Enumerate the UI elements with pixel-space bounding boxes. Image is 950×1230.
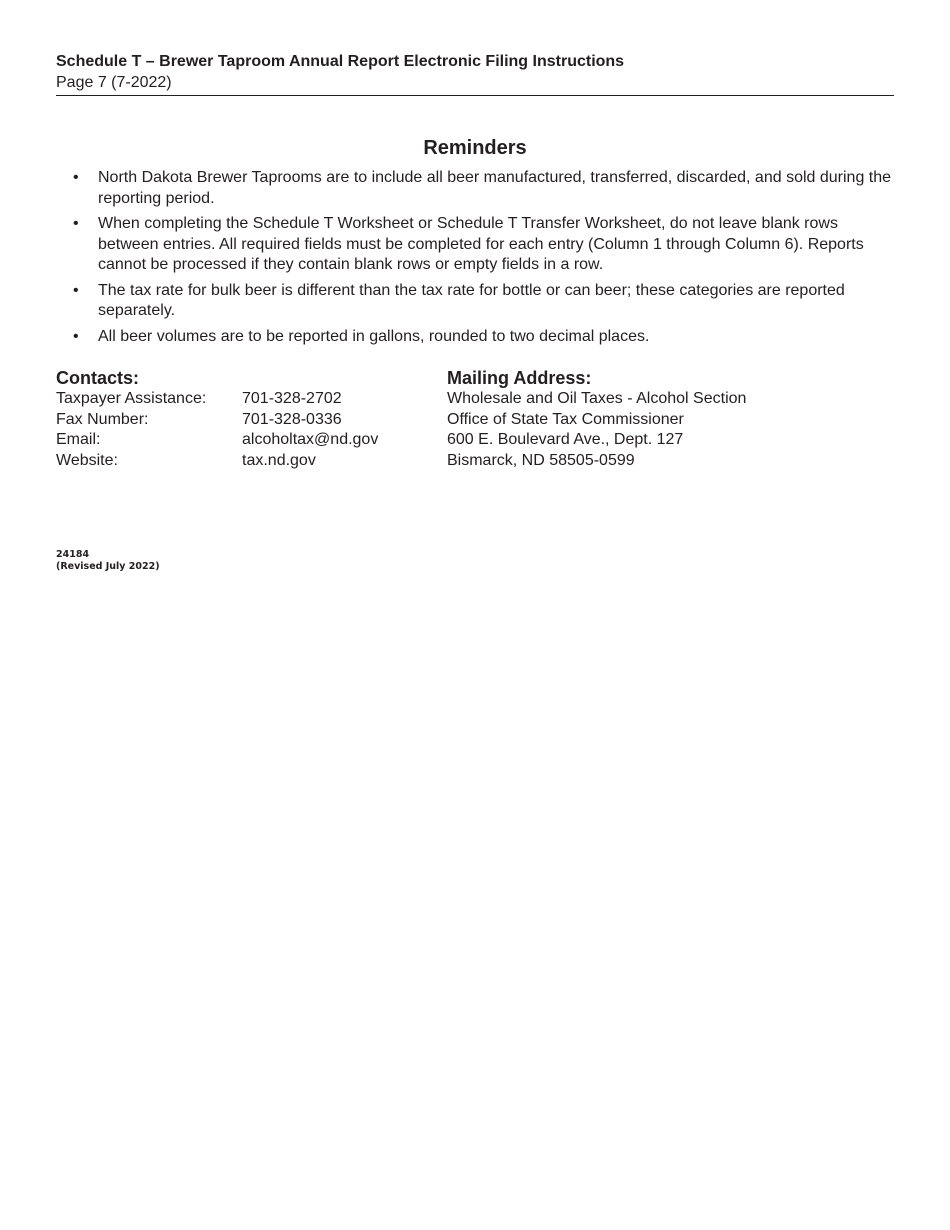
- bullet-icon: •: [73, 169, 79, 186]
- mailing-address-heading: Mailing Address:: [447, 368, 592, 388]
- contact-row-fax: [56, 410, 436, 431]
- address-line: 600 E. Boulevard Ave., Dept. 127: [447, 431, 684, 448]
- address-line: Office of State Tax Commissioner: [447, 410, 684, 428]
- reminder-item: [56, 281, 896, 322]
- contacts-section: [56, 367, 436, 471]
- phone-value: 701-328-2702: [242, 390, 342, 407]
- page-header: [56, 52, 894, 96]
- contact-label: Fax Number:: [56, 410, 149, 428]
- form-number: 24184: [56, 549, 90, 560]
- contact-label: Website:: [56, 451, 118, 469]
- email-value: alcoholtax@nd.gov: [242, 431, 379, 448]
- address-line: Wholesale and Oil Taxes - Alcohol Section: [447, 390, 747, 407]
- mailing-address-section: [447, 367, 887, 471]
- fax-value: 701-328-0336: [242, 410, 342, 428]
- reminders-heading: Reminders: [423, 137, 527, 159]
- page-number: Page 7 (7-2022): [56, 74, 172, 91]
- contact-label: Taxpayer Assistance:: [56, 390, 207, 407]
- reminder-text: When completing the Schedule T Worksheet or Schedule T Transfer Worksheet, do not leave blank rows between entries. All required fields must be completed for each entry (Column 1 through Column 6). Reports cannot be processed if they contain blank rows or empty fields in a row.: [98, 215, 864, 273]
- form-revision: (Revised July 2022): [56, 560, 160, 572]
- bullet-icon: •: [73, 281, 79, 299]
- reminders-list: [56, 168, 896, 352]
- bullet-icon: •: [73, 215, 79, 232]
- contact-row-email: [56, 430, 436, 451]
- document-title: Schedule T – Brewer Taproom Annual Report Electronic Filing Instructions: [56, 53, 625, 70]
- contact-row-website: [56, 451, 436, 472]
- reminder-text: North Dakota Brewer Taprooms are to include all beer manufactured, transferred, discarded, and sold during the reporting period.: [98, 169, 892, 207]
- bullet-icon: •: [73, 327, 79, 345]
- reminder-item: [56, 327, 896, 348]
- contact-row-taxpayer-assistance: [56, 389, 436, 410]
- address-line: Bismarck, ND 58505-0599: [447, 451, 635, 469]
- reminder-item: [56, 168, 896, 209]
- reminder-text: All beer volumes are to be reported in gallons, rounded to two decimal places.: [98, 327, 650, 345]
- form-number-block: [56, 549, 160, 572]
- contact-label: Email:: [56, 431, 101, 448]
- contacts-heading: Contacts:: [56, 368, 140, 388]
- reminder-text: The tax rate for bulk beer is different than the tax rate for bottle or can beer; these categories are reported separately.: [98, 281, 845, 319]
- website-value: tax.nd.gov: [242, 451, 316, 469]
- reminder-item: [56, 214, 896, 276]
